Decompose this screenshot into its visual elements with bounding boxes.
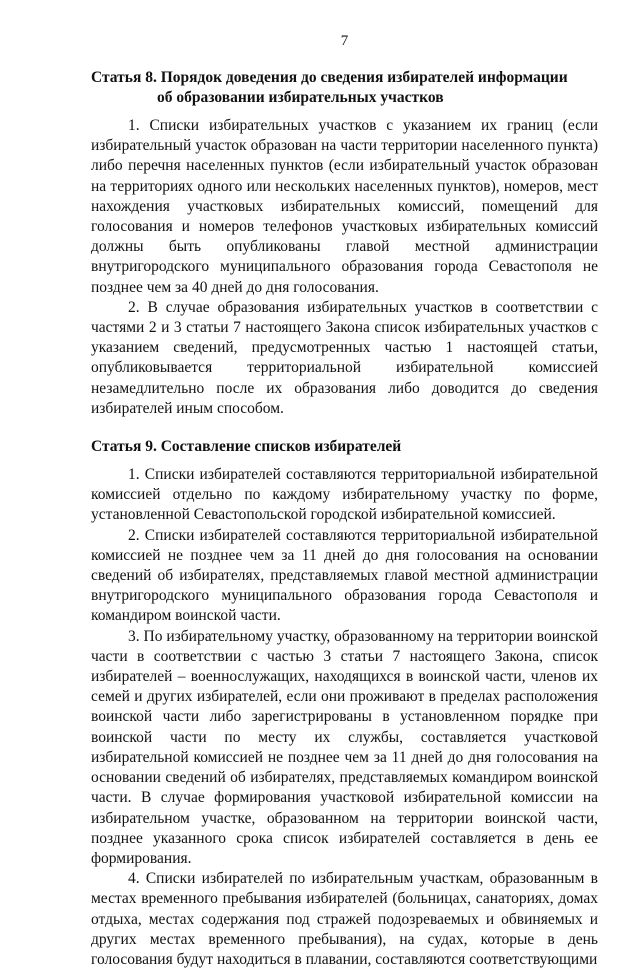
page-number: 7 bbox=[340, 33, 349, 49]
article-8-title-line1: Статья 8. Порядок доведения до сведения избирателей информации bbox=[91, 69, 568, 86]
article-9-title bbox=[91, 437, 598, 457]
article-8-title bbox=[91, 68, 598, 108]
article-8 bbox=[91, 68, 598, 419]
article-9-paragraph-4: 4. Списки избирателей по избирательным участкам, образованным в местах временного пребывания избирателей (больницах, санаториях, домах отдыха, местах содержания под стражей подозреваемых и обвиняемых и других местах временного пребывания), на судах, которые в день голосования будут находиться в плавании, составляются соответствующими bbox=[91, 870, 598, 968]
article-9 bbox=[91, 437, 598, 970]
article-9-paragraph-3: 3. По избирательному участку, образованному на территории воинской части в соответствии с частью 3 статьи 7 настоящего Закона, список избирателей – военнослужащих, находящихся в воинской части, членов их семей и других избирателей, если они проживают в пределах расположения воинской части либо зарегистрированы в установленном порядке при воинской части по месту их службы, составляется участковой избирательной комиссией не позднее чем за 11 дней до дня голосования на основании сведений об избирателях, представляемых командиром воинской части. В случае формирования участковой избирательной комиссии на избирательном участке, образованном на территории воинской части, позднее указанного срока список избирателей составляется в день ее формирования. bbox=[91, 627, 598, 867]
article-8-title-line2: об образовании избирательных участков bbox=[157, 89, 444, 106]
article-8-paragraph-2: 2. В случае образования избирательных участков в соответствии с частями 2 и 3 статьи 7 настоящего Закона список избирательных участков с указанием сведений, предусмотренных частью 1 настоящей статьи, опубликовывается территориальной избирательной комиссией незамедлительно после их образования либо доводится до сведения избирателей иным способом. bbox=[91, 298, 598, 417]
article-9-paragraph-1: 1. Списки избирателей составляются территориальной избирательной комиссией отдельно по каждому избирательному участку по форме, установленной Севастопольской городской избирательной комиссией. bbox=[91, 466, 598, 524]
article-9-paragraph-2: 2. Списки избирателей составляются территориальной избирательной комиссией не позднее чем за 11 дней до дня голосования на основании сведений об избирателях, представляемых главой местной администрации внутригородского муниципального образования города Севастополя и командиром воинской части. bbox=[91, 526, 598, 625]
article-9-title-line1: Статья 9. Составление списков избирателей bbox=[91, 438, 402, 456]
article-8-paragraph-1: 1. Списки избирательных участков с указанием их границ (если избирательный участок образован на части территории населенного пункта) либо перечня населенных пунктов (если избирательный участок образован на территориях одного или нескольких населенных пунктов), номеров, мест нахождения участковых избирательных комиссий, помещений для голосования и номеров телефонов участковых избирательных комиссий должны быть опубликованы главой местной администрации внутригородского муниципального образования города Севастополя не позднее чем за 40 дней до дня голосования. bbox=[91, 117, 598, 296]
